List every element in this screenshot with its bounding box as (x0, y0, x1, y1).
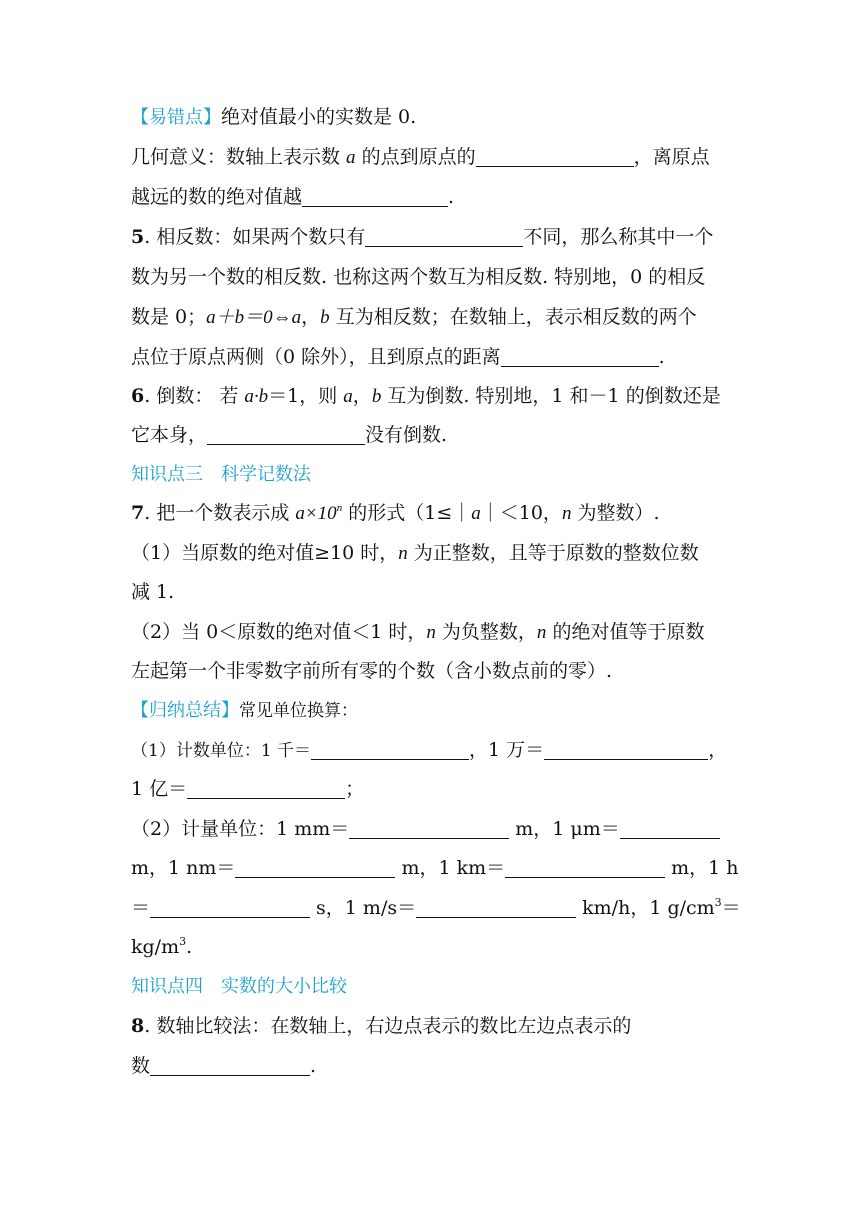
fill-blank[interactable] (501, 346, 659, 367)
item-7-case-2-cont (131, 657, 731, 685)
item-number: 8 (131, 1015, 145, 1037)
exponent: 3 (179, 935, 187, 948)
text: 为正整数，且等于原数的整数位数 (407, 542, 699, 564)
text: 越远的数的绝对值越 (131, 186, 303, 208)
fill-blank[interactable] (544, 739, 708, 760)
text: ； (345, 778, 365, 800)
section-heading-4 (131, 972, 731, 1000)
text: 的点到原点的 (355, 146, 476, 168)
text: 互为倒数. 特别地，1 和－1 的倒数还是 (381, 385, 721, 407)
fill-blank[interactable] (235, 857, 395, 878)
var-n: n (426, 622, 436, 643)
item-5-line-2 (131, 263, 731, 291)
text: （1）当原数的绝对值≥10 时， (131, 542, 399, 564)
math-expression: a＋b＝0⇔a (206, 307, 302, 328)
fill-blank[interactable] (150, 897, 310, 918)
error-point-text: 绝对值最小的实数是 0. (221, 106, 417, 128)
text: 为负整数， (435, 621, 537, 643)
summary-tag: 【归纳总结】 (131, 700, 239, 721)
item-number: 5 (131, 226, 145, 248)
fill-blank[interactable] (476, 146, 634, 167)
text: . 相反数：如果两个数只有 (144, 226, 366, 248)
text: （2）计量单位：1 mm＝ (131, 818, 350, 840)
text: ｜＜10， (480, 502, 562, 524)
text: 点位于原点两侧（0 除外），且到原点的距离 (131, 346, 501, 368)
text: 数是 0； (131, 306, 207, 328)
counting-units-line-2 (131, 775, 731, 803)
item-number: 7 (131, 502, 145, 524)
text: ，1 万＝ (469, 739, 545, 761)
text: ＝ (131, 897, 151, 919)
item-7-case-1-cont (131, 578, 731, 606)
text: 互为相反数；在数轴上，表示相反数的两个 (329, 306, 697, 328)
text: 的形式（1≤｜ (342, 502, 472, 524)
text: m，1 km＝ (395, 857, 506, 879)
fill-blank[interactable] (620, 818, 720, 839)
text: ， (301, 306, 321, 328)
text: . 数轴比较法：在数轴上，右边点表示的数比左边点表示的 (144, 1015, 632, 1037)
section-heading-3 (131, 460, 731, 488)
math-expression: a·b (244, 386, 269, 407)
measure-units-line-2 (131, 854, 739, 882)
exponent: 3 (714, 896, 722, 909)
item-8-line (131, 1012, 731, 1040)
item-6-line (131, 382, 731, 410)
fill-blank[interactable] (207, 424, 365, 445)
var-a: a (471, 503, 481, 524)
text: kg/m (131, 936, 180, 958)
fill-blank[interactable] (416, 897, 576, 918)
text: . 倒数： 若 (144, 385, 245, 407)
text: km/h，1 g/cm (576, 897, 715, 919)
fill-blank[interactable] (150, 1055, 310, 1076)
text: 1 亿＝ (131, 778, 188, 800)
var-n: n (398, 543, 408, 564)
exponent: n (336, 502, 343, 514)
fill-blank[interactable] (349, 818, 509, 839)
text: . 把一个数表示成 (144, 502, 296, 524)
var-n: n (561, 503, 572, 524)
item-5-line (131, 223, 731, 251)
text: m，1 nm＝ (131, 857, 236, 879)
item-7-case-2 (131, 618, 731, 646)
geometric-meaning-line (131, 143, 731, 171)
text: 减 1. (131, 581, 175, 603)
summary-line (131, 696, 731, 724)
text: 数 (131, 1055, 151, 1077)
text: 几何意义：数轴上表示数 (131, 146, 347, 168)
text: 它本身， (131, 424, 208, 446)
text: 左起第一个非零数字前所有零的个数（含小数点前的零）. (131, 660, 613, 682)
error-point-tag: 【易错点】 (131, 107, 221, 128)
text: ， (708, 739, 728, 761)
var-n: n (536, 622, 547, 643)
text: . (310, 1055, 317, 1077)
fill-blank[interactable] (187, 778, 345, 799)
text: 不同，那么称其中一个 (523, 226, 714, 248)
counting-units-line (131, 736, 731, 764)
text: ＝1，则 (268, 385, 344, 407)
error-point-line (131, 103, 731, 131)
text: m，1 h (665, 857, 739, 879)
item-8-line-2 (131, 1052, 731, 1080)
text: s，1 m/s＝ (310, 897, 417, 919)
summary-text: 常见单位换算： (239, 701, 358, 721)
text: ，离原点 (633, 146, 710, 168)
text: 没有倒数. (365, 424, 448, 446)
text: 为整数）. (571, 502, 660, 524)
section-title: 知识点四 实数的大小比较 (131, 976, 347, 997)
item-6-line-2 (131, 421, 731, 449)
item-7-case-1 (131, 539, 731, 567)
math-expression: a×10 (295, 503, 337, 524)
text: . (658, 346, 665, 368)
var-a: a (343, 386, 353, 407)
var-a: a (346, 147, 356, 168)
geometric-meaning-line-2 (131, 183, 731, 211)
text: . (448, 186, 455, 208)
fill-blank[interactable] (505, 857, 665, 878)
fill-blank[interactable] (302, 186, 448, 207)
text: （1）计数单位：1 千＝ (131, 741, 312, 761)
item-number: 6 (131, 385, 145, 407)
text: 的绝对值等于原数 (546, 621, 705, 643)
text: 数为另一个数的相反数. 也称这两个数互为相反数. 特别地，0 的相反 (131, 266, 706, 288)
text: ， (352, 385, 372, 407)
item-7-line (131, 499, 731, 527)
measure-units-line-3 (131, 894, 741, 922)
text: m，1 μm＝ (509, 818, 620, 840)
fill-blank[interactable] (365, 226, 523, 247)
item-5-line-4 (131, 343, 731, 371)
measure-units-line (131, 815, 731, 843)
var-b: b (320, 307, 330, 328)
section-title: 知识点三 科学记数法 (131, 464, 311, 485)
measure-units-line-4 (131, 933, 731, 961)
var-b: b (371, 386, 382, 407)
item-5-line-3 (131, 303, 731, 331)
text: （2）当 0＜原数的绝对值＜1 时， (131, 621, 427, 643)
fill-blank[interactable] (311, 739, 469, 760)
text: ＝ (721, 897, 741, 919)
text: . (186, 936, 193, 958)
